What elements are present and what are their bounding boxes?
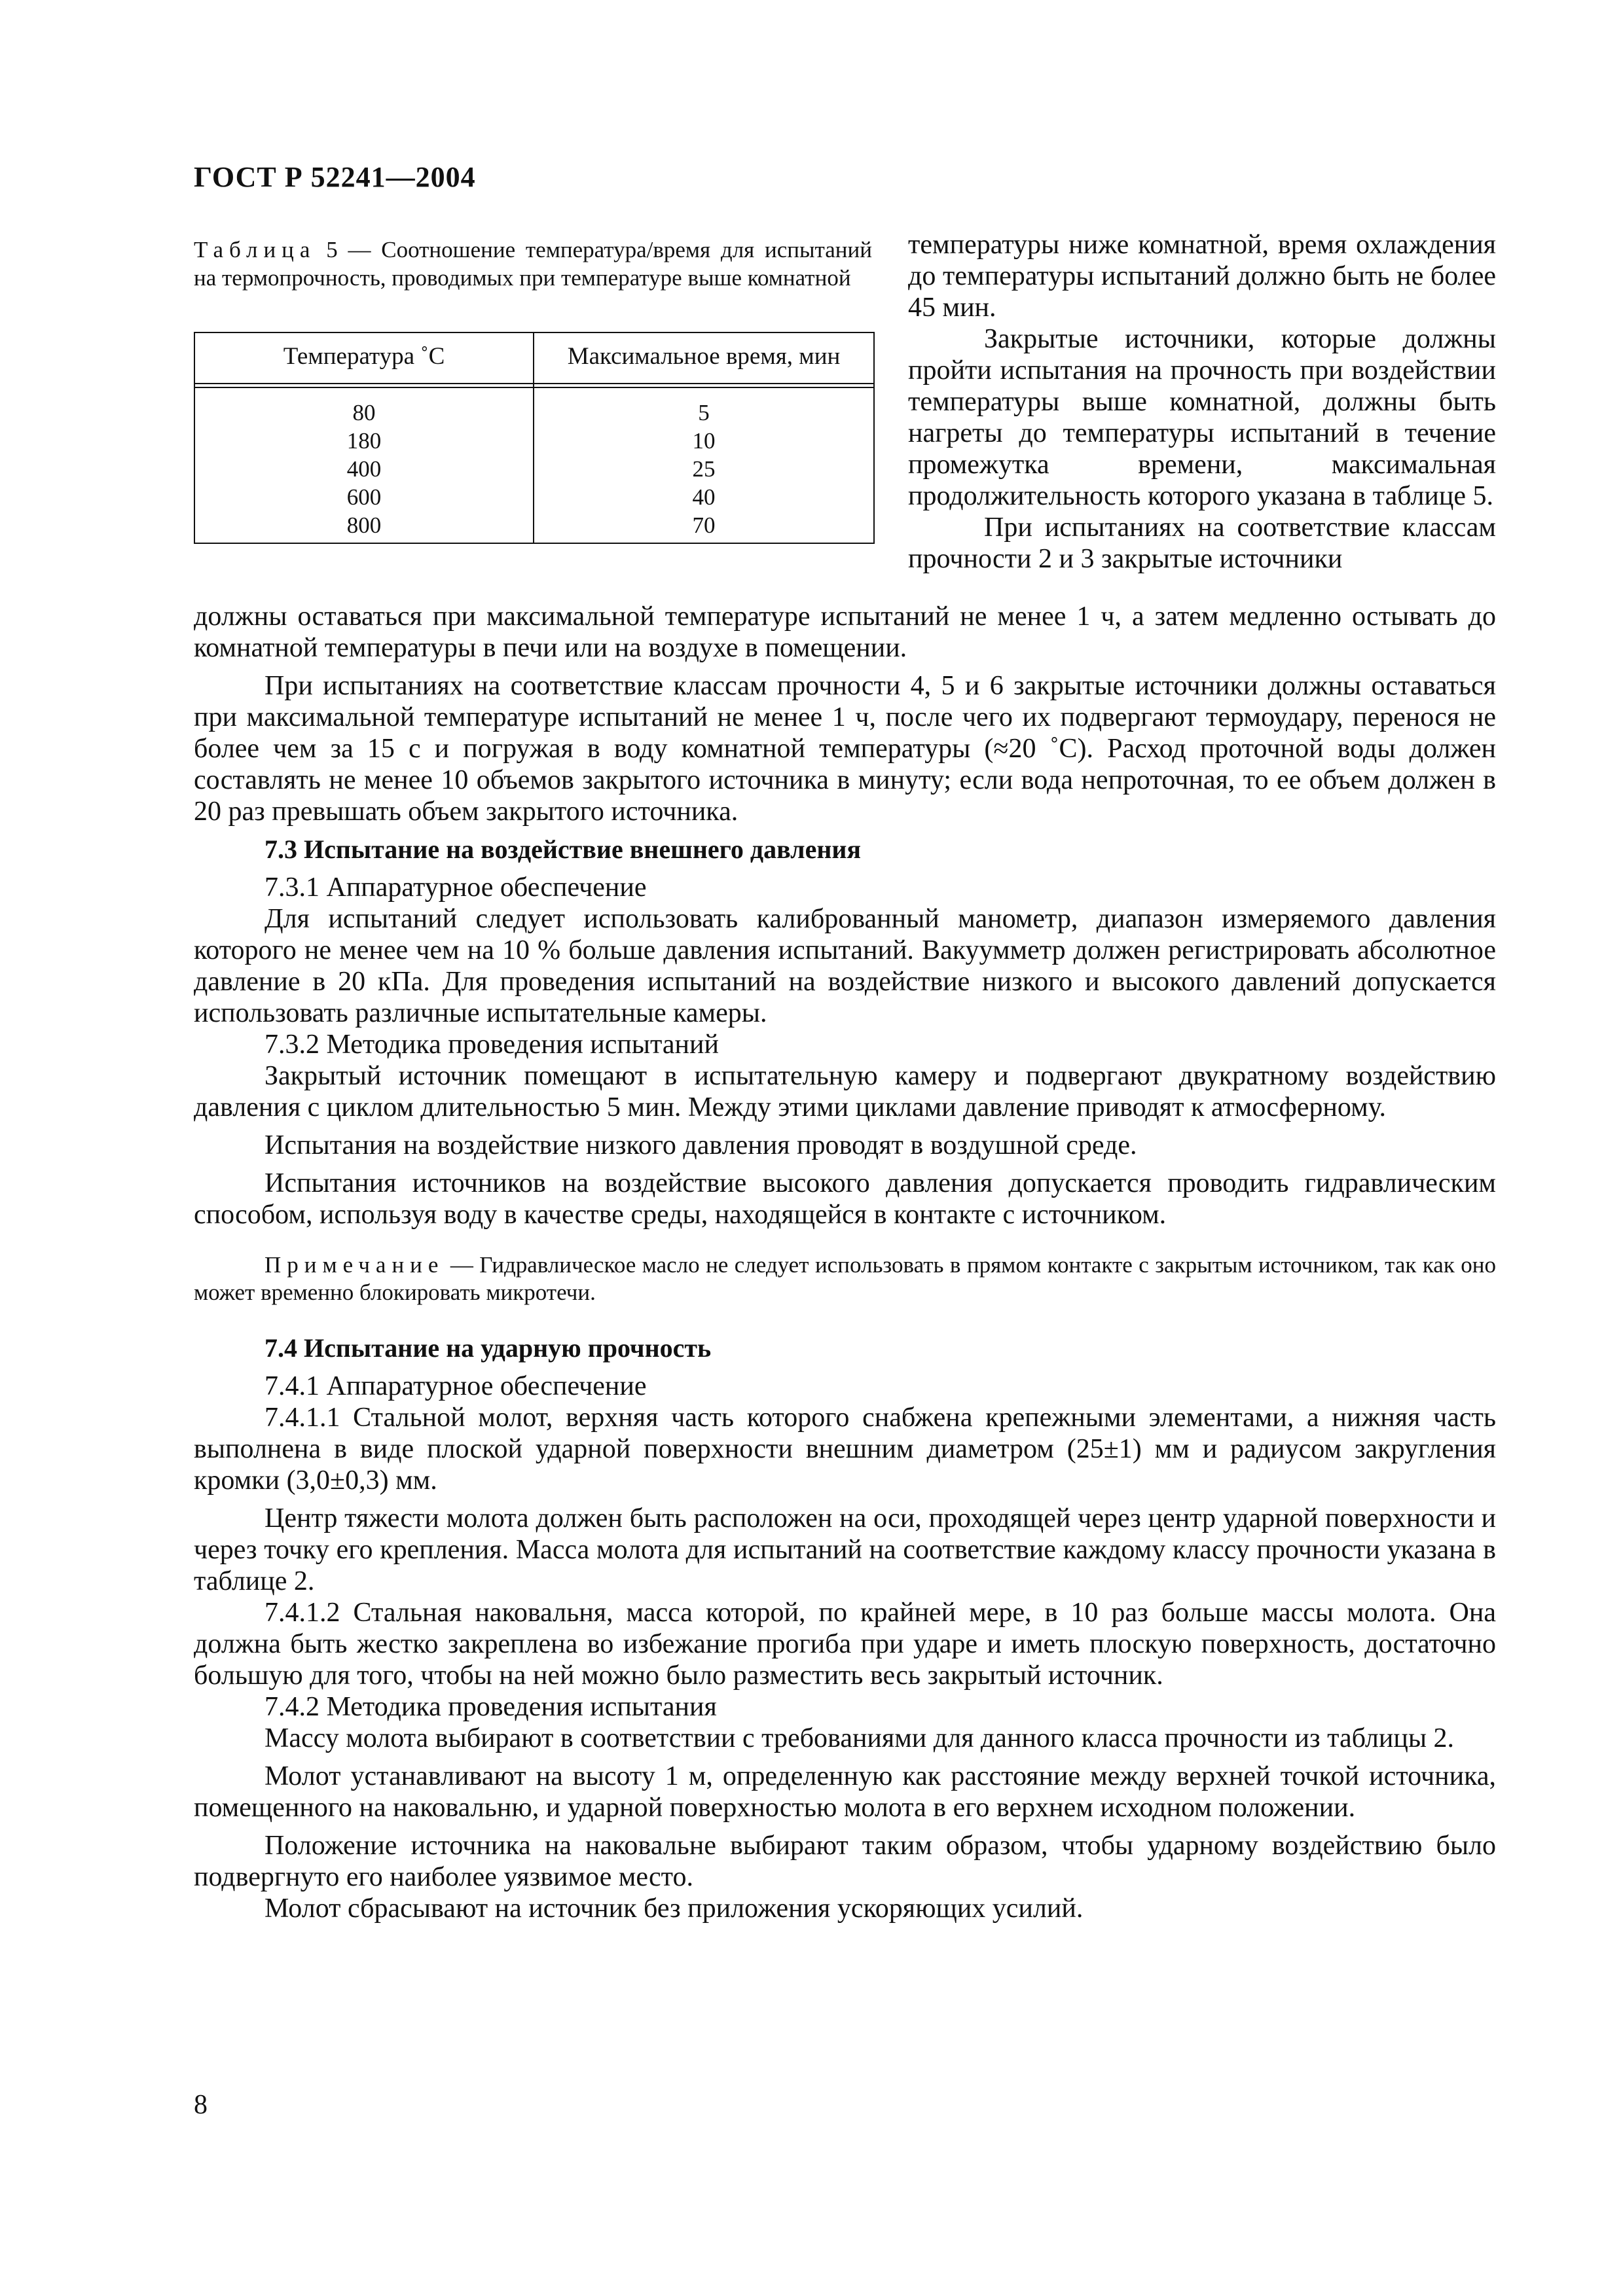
table-header-rule [195, 383, 873, 384]
table-caption-label: Таблица [194, 237, 316, 262]
subsection-7-3-1: 7.3.1 Аппаратурное обеспечение [264, 872, 647, 903]
note [194, 1251, 1496, 1306]
table-caption-text: 5 — Соотношение температура/время для испытаний на термопрочность, проводимых при температуре выше комнатной [194, 237, 872, 291]
section-heading-7-3: 7.3 Испытание на воздействие внешнего давления [264, 834, 862, 864]
table-column-max-time [534, 399, 873, 539]
subsection-7-4-1: 7.4.1 Аппаратурное обеспечение [264, 1371, 647, 1401]
subsection-7-4-2: 7.4.2 Методика проведения испытания [264, 1692, 717, 1722]
paragraph-strength-classes-start: При испытаниях на соответствие классам прочности 2 и 3 закрытые источники [908, 512, 1496, 574]
note-text: — Гидравлическое масло не следует использовать в прямом контакте с закрытым источником, так как оно может временно блокировать микротечи. [194, 1252, 1496, 1305]
main-body-text [194, 601, 1496, 1924]
paragraph-7-4-2-c: Положение источника на наковальне выбирают таким образом, чтобы ударному воздействию было подвергнуто его наиболее уязвимое место. [194, 1831, 1496, 1892]
paragraph-7-4-1-2: 7.4.1.2 Стальная наковальня, масса которой, по крайней мере, в 10 раз больше массы молота. Она должна быть жестко закреплена во избежание прогиба при ударе и иметь плоскую поверхность, достаточно большую для того, чтобы на ней можно было разместить весь закрытый источник. [194, 1598, 1496, 1691]
section-heading-7-4: 7.4 Испытание на ударную прочность [264, 1333, 712, 1363]
paragraph-thermal-shock: При испытаниях на соответствие классам прочности 4, 5 и 6 закрытые источники должны оставаться при максимальной температуре испытаний не менее 1 ч, после чего их подвергают термоудару, перенося не более чем за 15 с и погружая в воду комнатной температуры (≈20 ˚С). Расход проточной воды должен составлять не менее 10 объемов закрытого источника в минуту; если вода непроточная, то ее объем должен в 20 раз превышать объем закрытого источника. [194, 671, 1496, 827]
paragraph-7-4-2-b: Молот устанавливают на высоту 1 м, определенную как расстояние между верхней точкой источника, помещенного на наковальню, и ударной поверхностью молота в его верхнем исходном положении. [194, 1761, 1496, 1823]
table-cell-time: 40 [692, 484, 716, 510]
table-column-temperature [195, 399, 533, 539]
paragraph-7-4-1-1: 7.4.1.1 Стальной молот, верхняя часть которого снабжена крепежными элементами, а нижняя часть выполнена в виде плоской ударной поверхности внешним диаметром (25±1) мм и радиусом закругления кромки (3,0±0,3) мм. [194, 1403, 1496, 1496]
table-cell-time: 5 [698, 400, 710, 425]
note-label: Примечание [264, 1252, 445, 1278]
table-header-temperature: Температура ˚С [283, 343, 445, 370]
paragraph-7-4-2-d: Молот сбрасывают на источник без приложения ускоряющих усилий. [264, 1893, 1084, 1924]
paragraph-7-3-2-c: Испытания источников на воздействие высокого давления допускается проводить гидравлическим способом, используя воду в качестве среды, находящейся в контакте с источником. [194, 1168, 1496, 1230]
table-cell-temperature: 400 [346, 456, 382, 482]
paragraph-7-4-2-a: Массу молота выбирают в соответствии с требованиями для данного класса прочности из таблицы 2. [264, 1723, 1455, 1753]
table-cell-temperature: 800 [346, 512, 382, 538]
subsection-7-3-2: 7.3.2 Методика проведения испытаний [264, 1030, 719, 1060]
paragraph-7-3-2-a: Закрытый источник помещают в испытательную камеру и подвергают двукратному воздействию давления с циклом длительностью 5 мин. Между этими циклами давление приводят к атмосферному. [194, 1061, 1496, 1122]
paragraph-strength-classes-cont: должны оставаться при максимальной температуре испытаний не менее 1 ч, а затем медленно остывать до комнатной температуры в печи или на воздухе в помещении. [194, 601, 1496, 663]
table-cell-temperature: 80 [352, 400, 376, 425]
paragraph-7-3-1: Для испытаний следует использовать калиброванный манометр, диапазон измеряемого давления которого не менее чем на 10 % больше давления испытаний. Вакуумметр должен регистрировать абсолютное давление в 20 кПа. Для проведения испытаний на воздействие низкого и высокого давлений допускается использовать различные испытательные камеры. [194, 904, 1496, 1028]
paragraph-cooling-time: температуры ниже комнатной, время охлаждения до температуры испытаний должно быть не более 45 мин. [908, 230, 1496, 323]
table-cell-time: 10 [692, 428, 716, 454]
paragraph-heating-requirement: Закрытые источники, которые должны пройти испытания на прочность при воздействии температуры выше комнатной, должны быть нагреты до температуры испытаний в течение промежутка времени, максимальная продолжительность которого указана в таблице 5. [908, 324, 1496, 511]
document-header: ГОСТ Р 52241—2004 [194, 161, 476, 193]
table-cell-temperature: 180 [346, 428, 382, 454]
paragraph-7-3-2-b: Испытания на воздействие низкого давления проводят в воздушной среде. [264, 1130, 1137, 1160]
table-cell-time: 25 [692, 456, 716, 482]
table-caption [194, 236, 872, 292]
paragraph-center-of-gravity: Центр тяжести молота должен быть расположен на оси, проходящей через центр ударной поверхности и через точку его крепления. Масса молота для испытаний на соответствие каждому классу прочности указана в таблице 2. [194, 1503, 1496, 1596]
table-cell-time: 70 [692, 512, 716, 538]
table-header-max-time: Максимальное время, мин [567, 343, 841, 370]
right-column-text [908, 229, 1496, 575]
table-header-rule-double [195, 387, 873, 388]
temperature-time-table [194, 332, 875, 544]
table-cell-temperature: 600 [346, 484, 382, 510]
page-number: 8 [194, 2090, 208, 2120]
